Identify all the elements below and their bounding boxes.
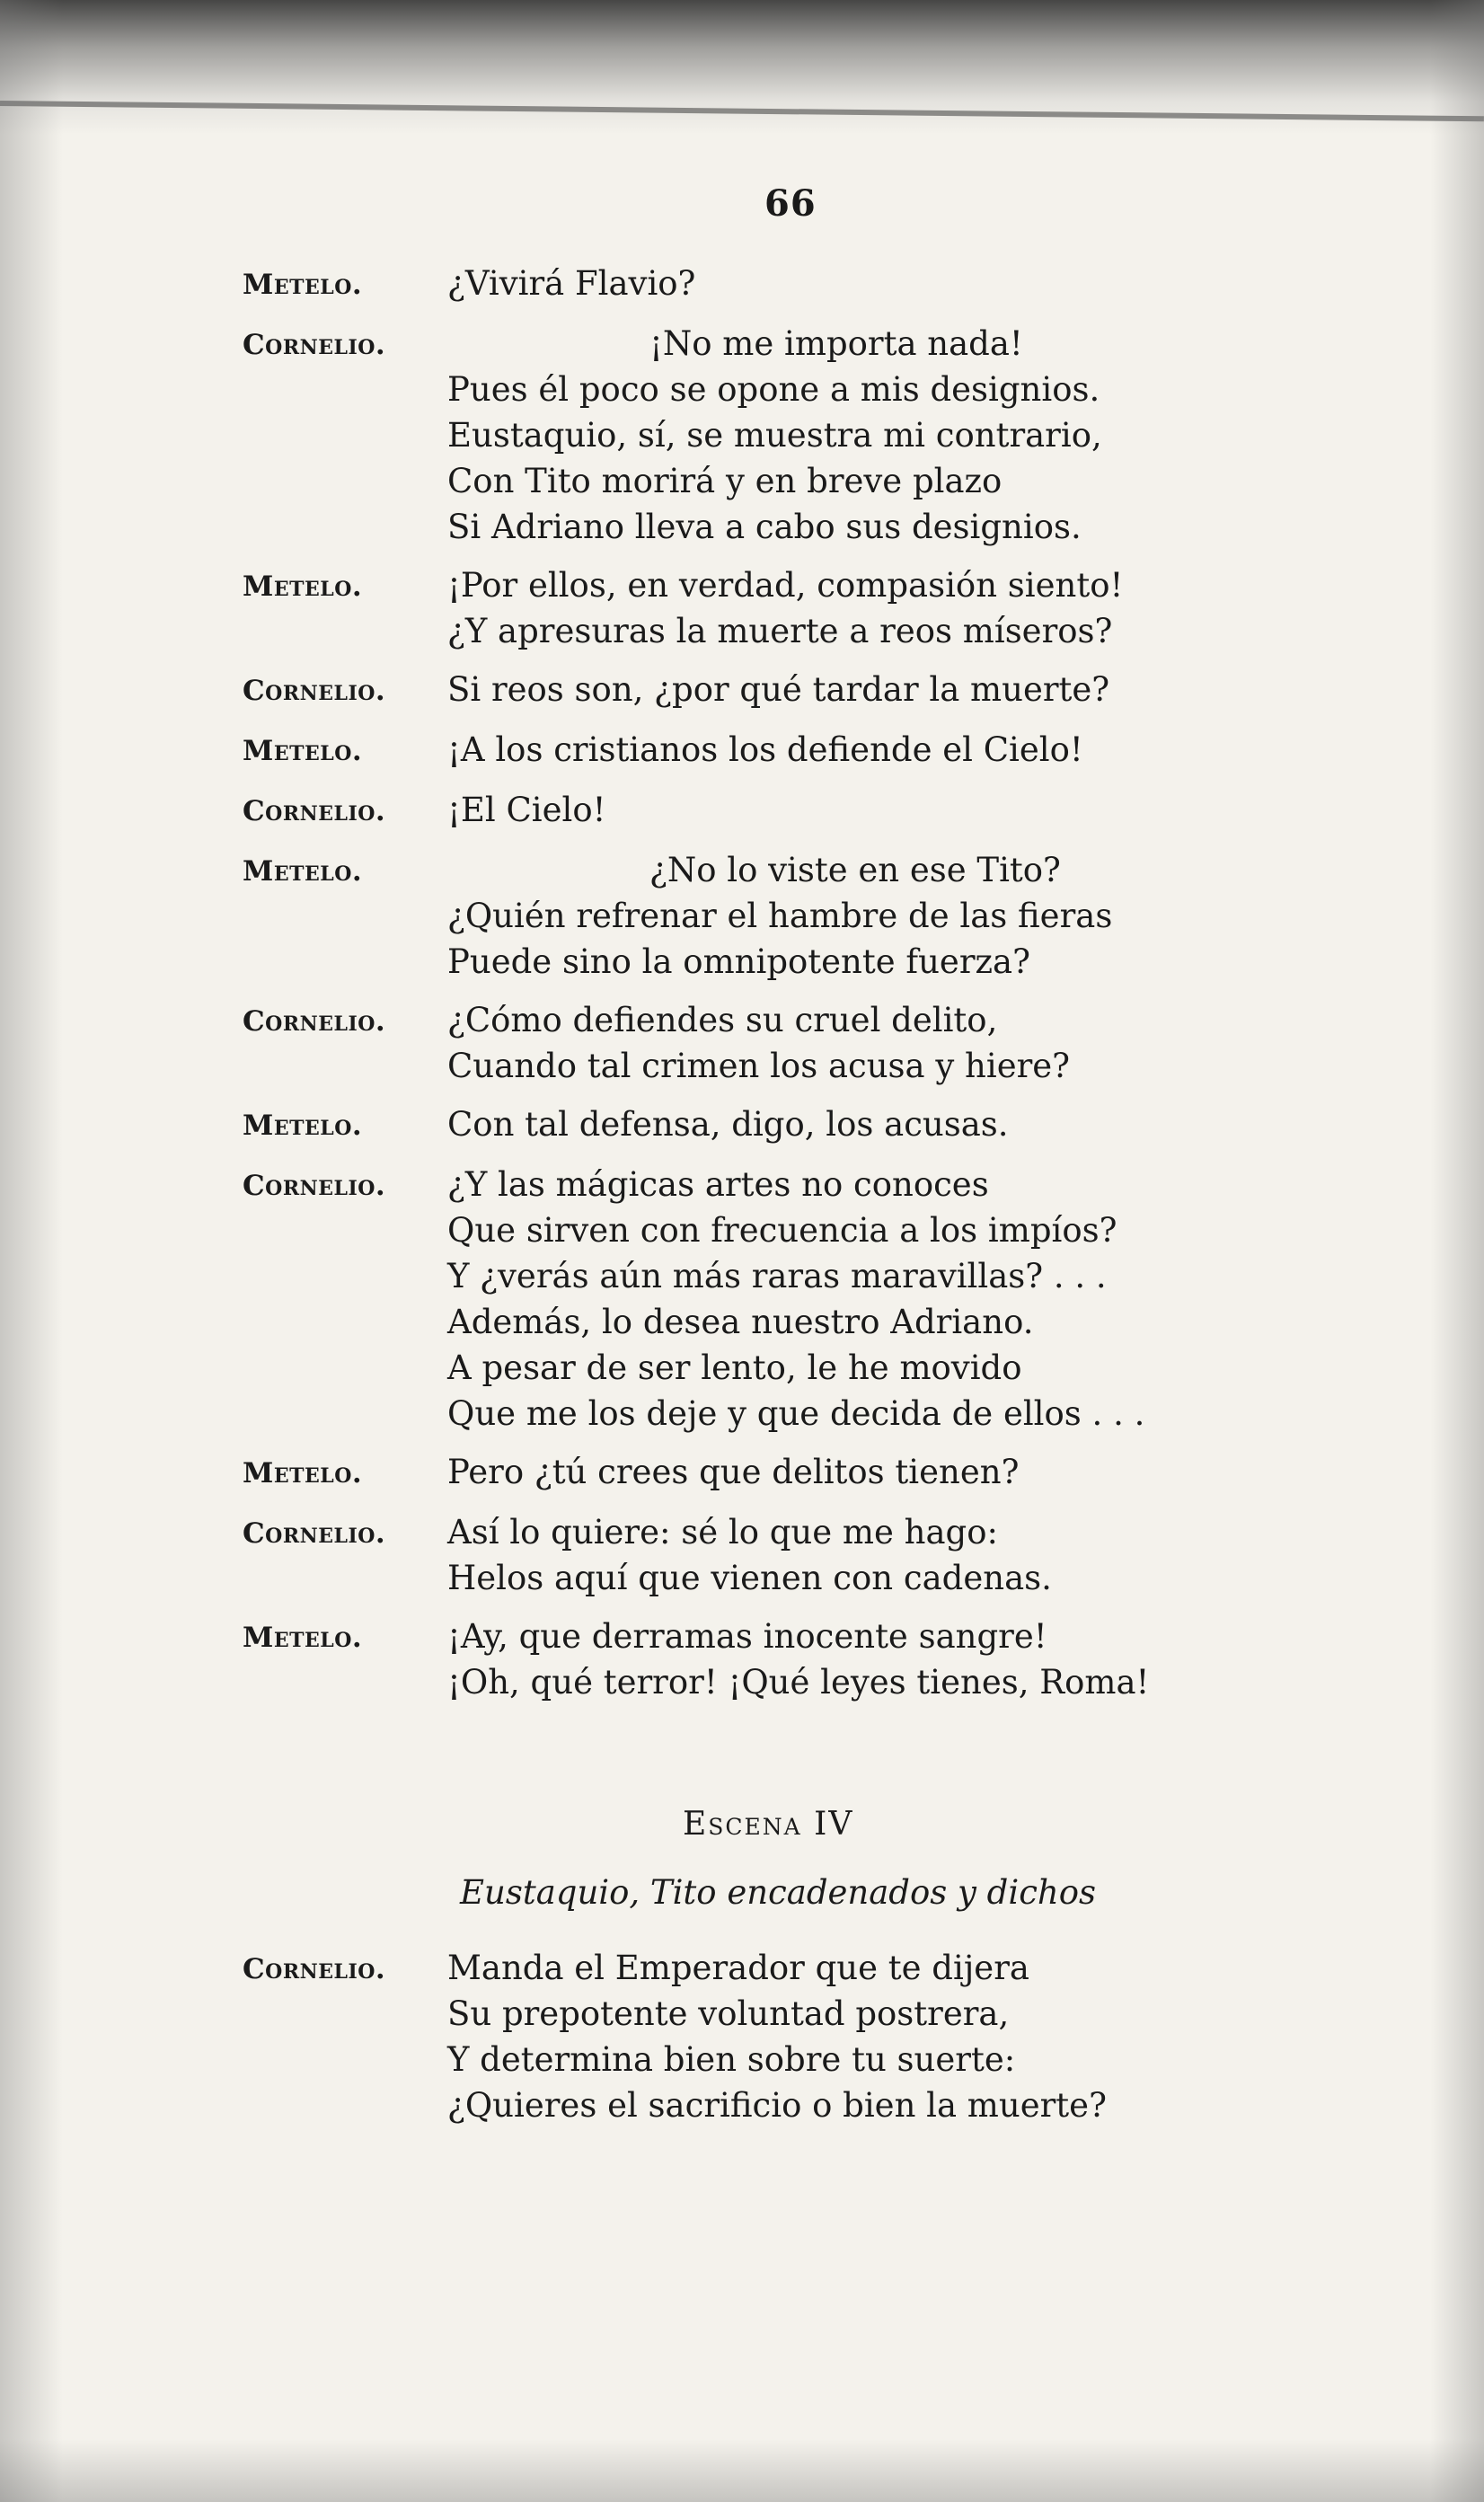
verse-line: ¿Y las mágicas artes no conoces (447, 1165, 989, 1204)
speaker-name: Metelo. (243, 570, 363, 603)
verse-lines (447, 1162, 1222, 1437)
verse-line: Así lo quiere: sé lo que me hago: (447, 1513, 998, 1552)
verse-line: ¿Y apresuras la muerte a reos míseros? (447, 612, 1113, 650)
verse-lines (447, 787, 1222, 835)
verse-line: Además, lo desea nuestro Adriano. (447, 1303, 1034, 1341)
verse-line: ¿Cómo defiendes su cruel delito, (447, 1001, 998, 1039)
scan-shadow-left (0, 0, 63, 2502)
verse-line: A pesar de ser lento, le he movido (447, 1348, 1022, 1387)
dialogue-entry (243, 667, 1222, 714)
verse-line: Si reos son, ¿por qué tardar la muerte? (447, 670, 1110, 709)
stage-direction: Eustaquio, Tito encadenados y dichos (460, 1873, 1097, 1912)
speaker-name: Metelo. (243, 855, 363, 888)
speaker-name: Cornelio. (243, 1517, 386, 1550)
verse-line: Eustaquio, sí, se muestra mi contrario, (447, 416, 1102, 455)
scan-shadow-right (1430, 0, 1484, 2502)
speaker-name: Cornelio. (243, 1953, 386, 1985)
speaker-name: Cornelio. (243, 675, 386, 707)
dialogue-entry (243, 1101, 1222, 1149)
dialogue-entry (243, 997, 1222, 1089)
verse-line: Cuando tal crimen los acusa y hiere? (447, 1047, 1071, 1085)
verse-lines (447, 1101, 1222, 1149)
verse-line: Helos aquí que vienen con cadenas. (447, 1559, 1052, 1597)
speaker-name: Metelo. (243, 1622, 363, 1654)
dialogue-entry (243, 261, 1222, 308)
verse-line: Pero ¿tú crees que delitos tienen? (447, 1453, 1020, 1491)
dialogue-entry (243, 1945, 1222, 2128)
dialogue-entry (243, 1509, 1222, 1601)
verse-lines (447, 321, 1222, 550)
dialogue-entry (243, 1449, 1222, 1497)
verse-lines (447, 261, 1222, 308)
verse-line: ¿Vivirá Flavio? (447, 264, 696, 303)
verse-line: ¡Por ellos, en verdad, compasión siento! (447, 566, 1124, 605)
dialogue-entry (243, 1162, 1222, 1437)
verse-lines (447, 1449, 1222, 1497)
speaker-name: Cornelio. (243, 329, 386, 361)
verse-lines (447, 667, 1222, 714)
verse-line: ¡No me importa nada! (649, 324, 1023, 363)
verse-line: Que sirven con frecuencia a los impíos? (447, 1211, 1117, 1250)
verse-line: ¿Quieres el sacrificio o bien la muerte? (447, 2086, 1107, 2125)
dialogue-entry (243, 727, 1222, 774)
speaker-name: Metelo. (243, 735, 363, 767)
verse-lines (447, 997, 1222, 1089)
verse-line: ¡El Cielo! (447, 791, 606, 829)
verse-line: Que me los deje y que decida de ellos . . . (447, 1394, 1145, 1433)
verse-lines (447, 1509, 1222, 1601)
verse-line: ¡Ay, que derramas inocente sangre! (447, 1617, 1047, 1656)
dialogue-entry (243, 847, 1222, 985)
verse-lines (447, 1613, 1222, 1705)
verse-line: Y determina bien sobre tu suerte: (447, 2040, 1016, 2079)
scene-title: Escena IV (683, 1806, 854, 1843)
speaker-name: Metelo. (243, 269, 363, 301)
verse-lines (447, 1945, 1222, 2128)
scan-shadow-bottom (0, 2439, 1484, 2502)
dialogue-entry (243, 321, 1222, 550)
verse-lines (447, 727, 1222, 774)
dialogue-entry (243, 1613, 1222, 1705)
speaker-name: Cornelio. (243, 1005, 386, 1038)
verse-line: Su prepotente voluntad postrera, (447, 1994, 1010, 2033)
verse-line: Con Tito morirá y en breve plazo (447, 462, 1003, 500)
verse-line: Y ¿verás aún más raras maravillas? . . . (447, 1257, 1107, 1295)
dialogue-entry (243, 562, 1222, 654)
dialogue-entry (243, 787, 1222, 835)
verse-line: ¿Quién refrenar el hambre de las fieras (447, 897, 1113, 935)
scene-dialogue-block (243, 1945, 1222, 2141)
verse-lines (447, 847, 1222, 985)
verse-line: Pues él poco se opone a mis designios. (447, 370, 1100, 409)
verse-line: ¡Oh, qué terror! ¡Qué leyes tienes, Roma! (447, 1663, 1150, 1702)
speaker-name: Metelo. (243, 1110, 363, 1142)
dialogue-block (243, 261, 1222, 1718)
verse-line: ¿No lo viste en ese Tito? (649, 851, 1061, 889)
speaker-name: Cornelio. (243, 1170, 386, 1202)
speaker-name: Cornelio. (243, 795, 386, 827)
verse-lines (447, 562, 1222, 654)
verse-line: Con tal defensa, digo, los acusas. (447, 1105, 1009, 1144)
verse-line: Puede sino la omnipotente fuerza? (447, 942, 1030, 981)
page-number: 66 (764, 182, 817, 225)
verse-line: Si Adriano lleva a cabo sus designios. (447, 508, 1082, 546)
speaker-name: Metelo. (243, 1457, 363, 1490)
verse-line: ¡A los cristianos los defiende el Cielo! (447, 730, 1083, 769)
verse-line: Manda el Emperador que te dijera (447, 1949, 1029, 1987)
